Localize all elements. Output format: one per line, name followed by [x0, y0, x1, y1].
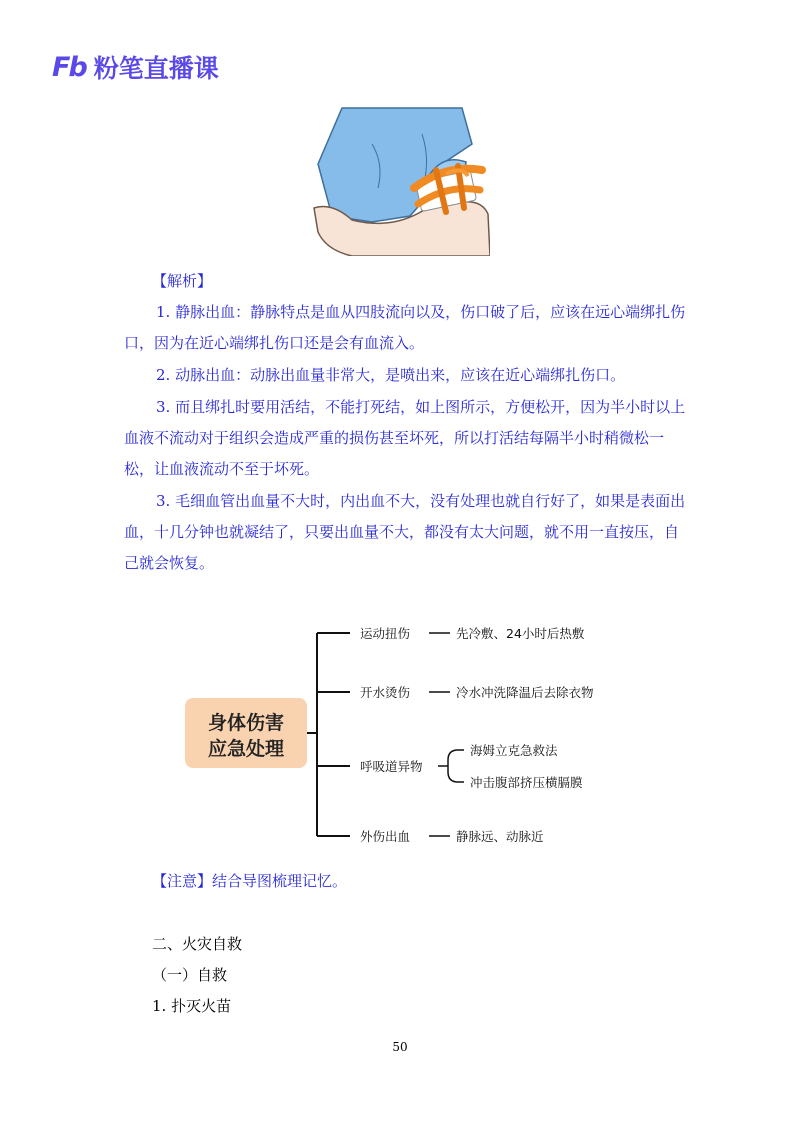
analysis-item-3: 3. 而且绑扎时要用活结，不能打死结，如上图所示，方便松开，因为半小时以上血液不流动对于组织会造成严重的损伤甚至坏死，所以打活结每隔半小时稍微松一松，让血液流动不至于坏死。: [124, 398, 686, 478]
branch-detail-4: 静脉远、动脉近: [456, 829, 544, 844]
analysis-item-4: 3. 毛细血管出血量不大时，内出血不大，没有处理也就自行好了，如果是表面出血，十几分钟也就凝结了，只要出血量不大，都没有太大问题，就不用一直按压，自己就会恢复。: [124, 492, 686, 572]
mindmap-center-line1: 身体伤害: [207, 712, 285, 734]
branch-detail-1: 先冷敷、24小时后热敷: [456, 626, 585, 641]
mindmap-center-line2: 应急处理: [207, 738, 285, 760]
page-number: 50: [392, 1040, 408, 1054]
section-subheading: （一）自救: [152, 966, 228, 984]
analysis-label: 【解析】: [152, 272, 213, 290]
analysis-item-1: 1. 静脉出血：静脉特点是血从四肢流向以及，伤口破了后，应该在远心端绑扎伤口，因为在近心端绑扎伤口还是会有血流入。: [124, 303, 686, 352]
branch-label-1: 运动扭伤: [360, 626, 411, 641]
tourniquet-arm-illustration: [312, 104, 490, 256]
analysis-item-2: 2. 动脉出血：动脉出血量非常大，是喷出来，应该在近心端绑扎伤口。: [156, 366, 626, 384]
mind-map: [180, 612, 630, 852]
section-heading: 二、火灾自救: [152, 935, 243, 953]
logo-text: 粉笔直播课: [93, 54, 219, 83]
branch-label-4: 外伤出血: [360, 829, 411, 844]
branch-sub-2: 冲击腹部挤压横膈膜: [470, 775, 583, 790]
brand-logo: [52, 50, 219, 84]
branch-detail-2: 冷水冲洗降温后去除衣物: [456, 685, 594, 700]
logo-mark: Fb: [52, 51, 86, 83]
note-text: 【注意】结合导图梳理记忆。: [152, 872, 348, 890]
branch-label-3: 呼吸道异物: [360, 759, 423, 774]
section-item: 1. 扑灭火苗: [152, 997, 232, 1015]
branch-label-2: 开水烫伤: [360, 685, 411, 700]
branch-sub-1: 海姆立克急救法: [470, 743, 558, 758]
